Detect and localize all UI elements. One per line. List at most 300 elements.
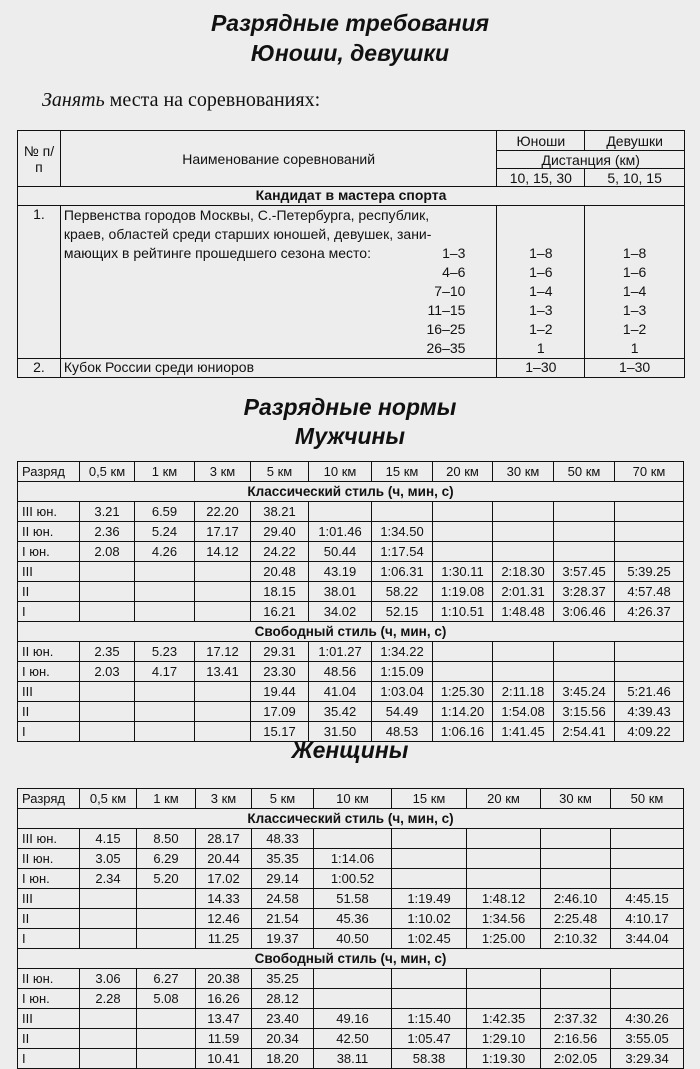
rank-cell: I xyxy=(18,929,80,949)
time-cell xyxy=(137,1009,196,1029)
time-cell xyxy=(493,522,554,542)
table-row xyxy=(18,642,684,662)
place-range: 7–10 xyxy=(434,283,466,299)
time-cell: 10.41 xyxy=(196,1049,252,1069)
column-header: 30 км xyxy=(493,462,554,482)
table-row xyxy=(18,829,684,849)
girls-place: 1–2 xyxy=(622,321,647,337)
classic-style-section: Классический стиль (ч, мин, с) xyxy=(18,482,684,502)
column-header: 15 км xyxy=(372,462,433,482)
time-cell: 11.59 xyxy=(196,1029,252,1049)
time-cell: 24.58 xyxy=(252,889,314,909)
row1-num: 1. xyxy=(18,206,61,359)
column-header: 50 км xyxy=(611,789,684,809)
row2-num: 2. xyxy=(18,359,61,378)
column-header: 70 км xyxy=(615,462,684,482)
classic-style-section: Классический стиль (ч, мин, с) xyxy=(18,809,684,829)
time-cell: 38.01 xyxy=(309,582,372,602)
time-cell: 4.17 xyxy=(135,662,195,682)
time-cell: 49.16 xyxy=(314,1009,392,1029)
girls-place: 1 xyxy=(630,340,639,356)
page-subtitle: Юноши, девушки xyxy=(250,40,450,66)
time-cell xyxy=(433,662,493,682)
time-cell: 31.50 xyxy=(309,722,372,742)
time-cell: 20.38 xyxy=(196,969,252,989)
time-cell: 14.33 xyxy=(196,889,252,909)
time-cell xyxy=(195,682,251,702)
time-cell: 34.02 xyxy=(309,602,372,622)
rank-cell: II xyxy=(18,1029,80,1049)
time-cell: 19.37 xyxy=(252,929,314,949)
time-cell: 3.06 xyxy=(80,969,137,989)
time-cell: 38.21 xyxy=(251,502,309,522)
column-header: 3 км xyxy=(195,462,251,482)
time-cell xyxy=(433,522,493,542)
norms-heading: Разрядные нормы xyxy=(243,394,457,420)
rank-cell: II юн. xyxy=(18,642,80,662)
time-cell: 2.03 xyxy=(80,662,135,682)
time-cell: 4:10.17 xyxy=(611,909,684,929)
time-cell: 29.14 xyxy=(252,869,314,889)
col-name-header: Наименование соревнований xyxy=(60,131,497,187)
table-row xyxy=(18,702,684,722)
time-cell: 2:16.56 xyxy=(541,1029,611,1049)
section-candidate-master: Кандидат в мастера спорта xyxy=(18,187,685,206)
time-cell xyxy=(135,582,195,602)
table-row xyxy=(18,1049,684,1069)
boys-place: 1–8 xyxy=(529,245,553,261)
time-cell: 58.38 xyxy=(392,1049,467,1069)
time-cell: 52.15 xyxy=(372,602,433,622)
rank-cell: I xyxy=(18,722,80,742)
row1-text xyxy=(60,206,497,359)
header-row xyxy=(18,462,684,482)
time-cell: 12.46 xyxy=(196,909,252,929)
time-cell: 5:39.25 xyxy=(615,562,684,582)
time-cell: 1:34.50 xyxy=(372,522,433,542)
time-cell xyxy=(80,682,135,702)
rank-cell: III xyxy=(18,1009,80,1029)
time-cell: 2:10.32 xyxy=(541,929,611,949)
time-cell xyxy=(541,829,611,849)
column-header: 15 км xyxy=(392,789,467,809)
time-cell: 1:34.22 xyxy=(372,642,433,662)
row1-boys xyxy=(497,206,585,359)
time-cell xyxy=(314,969,392,989)
rank-cell: II xyxy=(18,582,80,602)
column-header: 1 км xyxy=(137,789,196,809)
time-cell: 2:54.41 xyxy=(554,722,615,742)
time-cell xyxy=(309,502,372,522)
free-style-section: Свободный стиль (ч, мин, с) xyxy=(18,949,684,969)
time-cell: 4:09.22 xyxy=(615,722,684,742)
time-cell: 1:10.51 xyxy=(433,602,493,622)
time-cell xyxy=(80,602,135,622)
time-cell xyxy=(137,1029,196,1049)
place-range: 26–35 xyxy=(426,340,466,356)
time-cell: 40.50 xyxy=(314,929,392,949)
time-cell: 17.17 xyxy=(195,522,251,542)
time-cell: 28.12 xyxy=(252,989,314,1009)
column-header: 30 км xyxy=(541,789,611,809)
time-cell: 1:17.54 xyxy=(372,542,433,562)
distance-header: Дистанция (км) xyxy=(497,151,685,169)
time-cell: 50.44 xyxy=(309,542,372,562)
time-cell: 3:55.05 xyxy=(611,1029,684,1049)
time-cell xyxy=(615,522,684,542)
time-cell xyxy=(467,989,541,1009)
time-cell xyxy=(80,582,135,602)
time-cell: 4.26 xyxy=(135,542,195,562)
time-cell: 2.35 xyxy=(80,642,135,662)
time-cell xyxy=(195,702,251,722)
time-cell xyxy=(80,1049,137,1069)
column-header: 10 км xyxy=(314,789,392,809)
time-cell xyxy=(135,702,195,722)
time-cell: 35.25 xyxy=(252,969,314,989)
time-cell xyxy=(372,502,433,522)
distance-girls: 5, 10, 15 xyxy=(585,169,685,187)
time-cell xyxy=(493,542,554,562)
time-cell xyxy=(80,909,137,929)
time-cell xyxy=(392,829,467,849)
table-row xyxy=(18,582,684,602)
time-cell: 4:57.48 xyxy=(615,582,684,602)
time-cell xyxy=(135,602,195,622)
time-cell: 17.09 xyxy=(251,702,309,722)
time-cell: 1:19.08 xyxy=(433,582,493,602)
time-cell: 1:19.30 xyxy=(467,1049,541,1069)
time-cell xyxy=(467,869,541,889)
time-cell: 20.34 xyxy=(252,1029,314,1049)
time-cell: 20.48 xyxy=(251,562,309,582)
time-cell xyxy=(611,969,684,989)
time-cell: 1:05.47 xyxy=(392,1029,467,1049)
time-cell xyxy=(554,522,615,542)
time-cell: 3:28.37 xyxy=(554,582,615,602)
time-cell: 3:44.04 xyxy=(611,929,684,949)
time-cell: 48.53 xyxy=(372,722,433,742)
time-cell: 23.40 xyxy=(252,1009,314,1029)
time-cell xyxy=(80,702,135,722)
time-cell: 17.12 xyxy=(195,642,251,662)
time-cell xyxy=(541,989,611,1009)
men-norms-table xyxy=(17,461,684,742)
column-header: 3 км xyxy=(196,789,252,809)
time-cell xyxy=(80,889,137,909)
time-cell: 54.49 xyxy=(372,702,433,722)
time-cell: 4:39.43 xyxy=(615,702,684,722)
rank-cell: II юн. xyxy=(18,522,80,542)
table-row xyxy=(18,542,684,562)
time-cell: 5.20 xyxy=(137,869,196,889)
column-header: 20 км xyxy=(467,789,541,809)
time-cell xyxy=(433,542,493,562)
time-cell: 1:03.04 xyxy=(372,682,433,702)
time-cell xyxy=(137,1049,196,1069)
row2-girls: 1–30 xyxy=(585,359,685,378)
column-header: 20 км xyxy=(433,462,493,482)
time-cell: 5.24 xyxy=(135,522,195,542)
time-cell: 4.15 xyxy=(80,829,137,849)
place-range: 11–15 xyxy=(427,302,466,318)
time-cell xyxy=(467,829,541,849)
table-row xyxy=(18,662,684,682)
time-cell xyxy=(554,662,615,682)
time-cell: 24.22 xyxy=(251,542,309,562)
time-cell: 2.08 xyxy=(80,542,135,562)
time-cell: 18.15 xyxy=(251,582,309,602)
boys-place: 1–2 xyxy=(529,321,553,337)
col-num-header: № п/п xyxy=(18,131,61,187)
row1-line xyxy=(64,244,494,263)
time-cell xyxy=(541,869,611,889)
time-cell: 4:30.26 xyxy=(611,1009,684,1029)
time-cell: 22.20 xyxy=(195,502,251,522)
time-cell: 23.30 xyxy=(251,662,309,682)
time-cell xyxy=(392,849,467,869)
time-cell xyxy=(467,849,541,869)
time-cell: 3:57.45 xyxy=(554,562,615,582)
time-cell: 2.28 xyxy=(80,989,137,1009)
time-cell: 2:11.18 xyxy=(493,682,554,702)
time-cell: 13.47 xyxy=(196,1009,252,1029)
col-boys-header: Юноши xyxy=(497,131,585,151)
boys-place: 1–3 xyxy=(529,302,553,318)
header-row xyxy=(18,789,684,809)
time-cell: 1:02.45 xyxy=(392,929,467,949)
column-header: Разряд xyxy=(18,789,80,809)
time-cell xyxy=(195,602,251,622)
column-header: 5 км xyxy=(252,789,314,809)
time-cell: 6.27 xyxy=(137,969,196,989)
table-row xyxy=(18,929,684,949)
rank-cell: I юн. xyxy=(18,542,80,562)
time-cell xyxy=(615,542,684,562)
time-cell: 1:54.08 xyxy=(493,702,554,722)
table-row xyxy=(18,989,684,1009)
rank-cell: II xyxy=(18,702,80,722)
time-cell xyxy=(541,969,611,989)
time-cell: 35.42 xyxy=(309,702,372,722)
time-cell: 3:15.56 xyxy=(554,702,615,722)
time-cell: 3:29.34 xyxy=(611,1049,684,1069)
time-cell xyxy=(554,542,615,562)
time-cell: 48.56 xyxy=(309,662,372,682)
time-cell: 43.19 xyxy=(309,562,372,582)
time-cell xyxy=(433,642,493,662)
time-cell xyxy=(314,989,392,1009)
time-cell: 4:26.37 xyxy=(615,602,684,622)
time-cell: 1:06.16 xyxy=(433,722,493,742)
time-cell: 8.50 xyxy=(137,829,196,849)
rank-cell: III юн. xyxy=(18,502,80,522)
table-row xyxy=(18,562,684,582)
boys-place: 1–4 xyxy=(529,283,553,299)
time-cell: 1:14.06 xyxy=(314,849,392,869)
time-cell: 1:00.52 xyxy=(314,869,392,889)
time-cell: 5:21.46 xyxy=(615,682,684,702)
time-cell xyxy=(615,642,684,662)
time-cell: 2:46.10 xyxy=(541,889,611,909)
time-cell: 38.11 xyxy=(314,1049,392,1069)
boys-place: 1–6 xyxy=(529,264,553,280)
time-cell xyxy=(80,1029,137,1049)
time-cell: 3:45.24 xyxy=(554,682,615,702)
time-cell xyxy=(433,502,493,522)
time-cell: 2.36 xyxy=(80,522,135,542)
time-cell: 11.25 xyxy=(196,929,252,949)
time-cell: 1:19.49 xyxy=(392,889,467,909)
column-header: 1 км xyxy=(135,462,195,482)
time-cell xyxy=(554,502,615,522)
rank-cell: II xyxy=(18,909,80,929)
time-cell xyxy=(493,662,554,682)
time-cell: 1:25.00 xyxy=(467,929,541,949)
time-cell xyxy=(314,829,392,849)
row1-girls xyxy=(585,206,685,359)
time-cell: 5.08 xyxy=(137,989,196,1009)
time-cell: 1:25.30 xyxy=(433,682,493,702)
time-cell: 16.26 xyxy=(196,989,252,1009)
women-norms-table xyxy=(17,788,684,1069)
time-cell: 1:30.11 xyxy=(433,562,493,582)
time-cell: 4:45.15 xyxy=(611,889,684,909)
time-cell xyxy=(493,642,554,662)
time-cell: 48.33 xyxy=(252,829,314,849)
column-header: 5 км xyxy=(251,462,309,482)
time-cell xyxy=(137,909,196,929)
time-cell: 1:01.27 xyxy=(309,642,372,662)
time-cell: 1:01.46 xyxy=(309,522,372,542)
competitions-table xyxy=(17,130,685,378)
time-cell: 1:42.35 xyxy=(467,1009,541,1029)
rank-cell: II юн. xyxy=(18,969,80,989)
time-cell: 2:37.32 xyxy=(541,1009,611,1029)
free-style-section: Свободный стиль (ч, мин, с) xyxy=(18,622,684,642)
row1-line: краев, областей среди старших юношей, девушек, зани- xyxy=(63,226,432,242)
time-cell: 51.58 xyxy=(314,889,392,909)
time-cell xyxy=(195,562,251,582)
time-cell xyxy=(135,682,195,702)
table-row xyxy=(18,682,684,702)
time-cell xyxy=(554,642,615,662)
col-girls-header: Девушки xyxy=(585,131,685,151)
girls-place: 1–3 xyxy=(622,302,647,318)
table-row xyxy=(18,602,684,622)
time-cell: 29.31 xyxy=(251,642,309,662)
table-row xyxy=(18,502,684,522)
time-cell: 2:01.31 xyxy=(493,582,554,602)
time-cell xyxy=(137,889,196,909)
rank-cell: I юн. xyxy=(18,989,80,1009)
table-row xyxy=(18,889,684,909)
time-cell: 16.21 xyxy=(251,602,309,622)
time-cell xyxy=(392,969,467,989)
column-header: Разряд xyxy=(18,462,80,482)
men-heading: Мужчины xyxy=(294,423,406,449)
time-cell: 41.04 xyxy=(309,682,372,702)
rank-cell: III xyxy=(18,562,80,582)
table-row xyxy=(18,1029,684,1049)
rank-cell: I xyxy=(18,1049,80,1069)
time-cell xyxy=(195,582,251,602)
time-cell: 42.50 xyxy=(314,1029,392,1049)
time-cell: 3.21 xyxy=(80,502,135,522)
time-cell: 2.34 xyxy=(80,869,137,889)
rank-cell: III xyxy=(18,889,80,909)
time-cell: 6.29 xyxy=(137,849,196,869)
time-cell: 29.40 xyxy=(251,522,309,542)
row1-line: Первенства городов Москвы, С.-Петербурга, республик, xyxy=(63,207,430,223)
time-cell xyxy=(611,869,684,889)
time-cell: 1:15.40 xyxy=(392,1009,467,1029)
time-cell: 1:41.45 xyxy=(493,722,554,742)
time-cell: 1:29.10 xyxy=(467,1029,541,1049)
girls-place: 1–8 xyxy=(622,245,647,261)
time-cell xyxy=(137,929,196,949)
time-cell xyxy=(392,989,467,1009)
time-cell: 3:06.46 xyxy=(554,602,615,622)
time-cell: 58.22 xyxy=(372,582,433,602)
table-row xyxy=(18,909,684,929)
row2-boys: 1–30 xyxy=(497,359,585,378)
time-cell: 19.44 xyxy=(251,682,309,702)
time-cell: 2:18.30 xyxy=(493,562,554,582)
place-range: 4–6 xyxy=(442,264,466,280)
time-cell xyxy=(493,502,554,522)
rank-cell: II юн. xyxy=(18,849,80,869)
time-cell: 1:48.12 xyxy=(467,889,541,909)
time-cell: 6.59 xyxy=(135,502,195,522)
time-cell xyxy=(80,562,135,582)
time-cell xyxy=(611,989,684,1009)
intro-italic: Занять xyxy=(42,89,105,111)
time-cell xyxy=(541,849,611,869)
girls-place: 1–6 xyxy=(622,264,647,280)
time-cell xyxy=(611,829,684,849)
time-cell: 1:48.48 xyxy=(493,602,554,622)
distance-boys: 10, 15, 30 xyxy=(497,169,585,187)
table-row xyxy=(18,869,684,889)
time-cell: 1:15.09 xyxy=(372,662,433,682)
row1-line-text: мающих в рейтинге прошедшего сезона место: xyxy=(63,245,371,261)
time-cell xyxy=(80,929,137,949)
time-cell xyxy=(392,869,467,889)
table-row xyxy=(18,969,684,989)
time-cell xyxy=(615,502,684,522)
time-cell: 13.41 xyxy=(195,662,251,682)
table-row xyxy=(18,1009,684,1029)
women-heading: Женщины xyxy=(291,737,409,763)
time-cell: 28.17 xyxy=(196,829,252,849)
girls-place: 1–4 xyxy=(622,283,647,299)
time-cell xyxy=(80,1009,137,1029)
column-header: 10 км xyxy=(309,462,372,482)
row2-text: Кубок России среди юниоров xyxy=(60,359,497,378)
time-cell: 45.36 xyxy=(314,909,392,929)
time-cell: 3.05 xyxy=(80,849,137,869)
place-range: 1–3 xyxy=(442,245,466,261)
intro-rest: места на соревнованиях: xyxy=(104,89,321,111)
time-cell: 2:25.48 xyxy=(541,909,611,929)
time-cell: 15.17 xyxy=(251,722,309,742)
time-cell: 14.12 xyxy=(195,542,251,562)
time-cell: 1:06.31 xyxy=(372,562,433,582)
time-cell: 1:10.02 xyxy=(392,909,467,929)
rank-cell: I юн. xyxy=(18,869,80,889)
column-header: 0,5 км xyxy=(80,789,137,809)
